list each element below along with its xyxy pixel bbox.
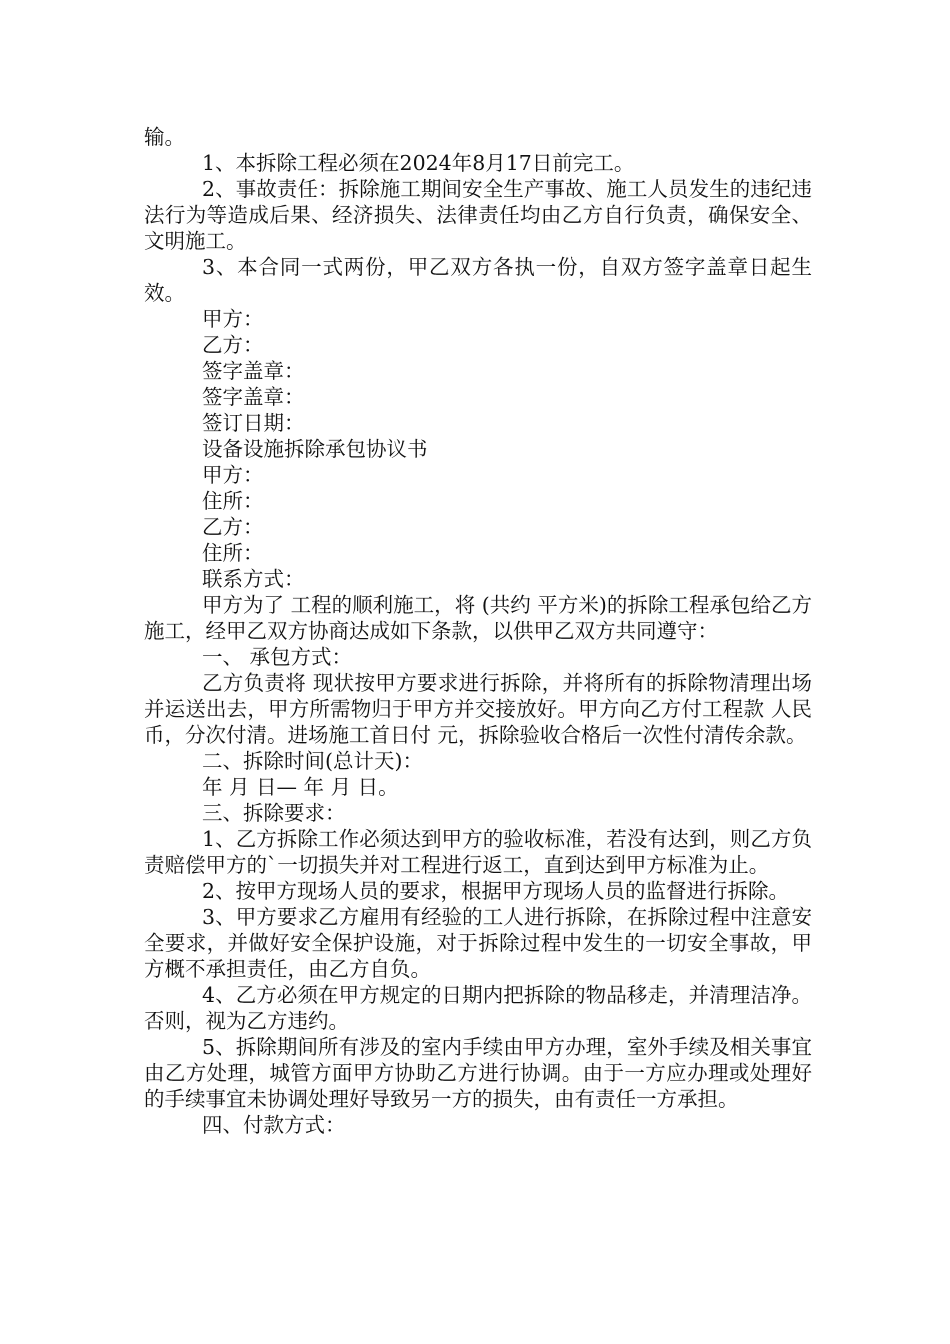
signature-seal-b: 签字盖章： [202,385,305,409]
section-demolition-time-heading: 二、拆除时间(总计天)： [202,749,423,773]
section-demolition-time-body: 年 月 日— 年 月 日。 [202,775,399,799]
clause-accident-liability: 2、事故责任：拆除施工期间安全生产事故、施工人员发生的违纪违法行为等造成后果、经济损失、法律责任均由乙方自行负责，确保安全、文明施工。 [144,177,812,253]
requirement-5: 5、拆除期间所有涉及的室内手续由甲方办理，室外手续及相关事宜由乙方处理，城管方面甲方协助乙方进行协调。由于一方应办理或处理好的手续事宜未协调处理好导致另一方的损失，由有责任一方承担。 [144,1035,812,1111]
signature-seal-a: 签字盖章： [202,359,305,383]
clause-completion-date: 1、本拆除工程必须在2024年8月17日前完工。 [202,151,635,175]
section-payment-heading: 四、付款方式： [202,1113,346,1137]
requirement-4: 4、乙方必须在甲方规定的日期内把拆除的物品移走，并清理洁净。否则，视为乙方违约。 [144,983,812,1033]
signature-date: 签订日期： [202,411,305,435]
requirement-1: 1、乙方拆除工作必须达到甲方的验收标准，若没有达到，则乙方负责赔偿甲方的`一切损失并对工程进行返工，直到达到甲方标准为止。 [144,827,812,877]
party-a-address-field: 住所： [202,489,264,513]
requirement-2: 2、按甲方现场人员的要求，根据甲方现场人员的监督进行拆除。 [202,879,790,903]
agreement-title: 设备设施拆除承包协议书 [202,437,428,461]
clause-effectiveness: 3、本合同一式两份，甲乙双方各执一份，自双方签字盖章日起生效。 [144,255,812,305]
section-contract-method-body: 乙方负责将 现状按甲方要求进行拆除，并将所有的拆除物清理出场并运送出去，甲方所需物归于甲方并交接放好。甲方向乙方付工程款 人民币，分次付清。进场施工首日付 元，拆除验收合格后一次性付清传余款。 [144,671,812,747]
requirement-3: 3、甲方要求乙方雇用有经验的工人进行拆除，在拆除过程中注意安全要求，并做好安全保护设施，对于拆除过程中发生的一切安全事故，甲方概不承担责任，由乙方自负。 [144,905,812,981]
contact-field: 联系方式： [202,567,305,591]
section-contract-method-heading: 一、 承包方式： [202,645,353,669]
signature-party-a: 甲方： [202,307,264,331]
party-b-field: 乙方： [202,515,264,539]
document-body [144,124,812,1138]
signature-party-b: 乙方： [202,333,264,357]
party-a-field: 甲方： [202,463,264,487]
agreement-preamble: 甲方为了 工程的顺利施工，将 (共约 平方米)的拆除工程承包给乙方施工，经甲乙双方协商达成如下条款，以供甲乙双方共同遵守： [144,593,812,643]
paragraph-continuation: 输。 [144,125,185,149]
party-b-address-field: 住所： [202,541,264,565]
section-requirements-heading: 三、拆除要求： [202,801,346,825]
